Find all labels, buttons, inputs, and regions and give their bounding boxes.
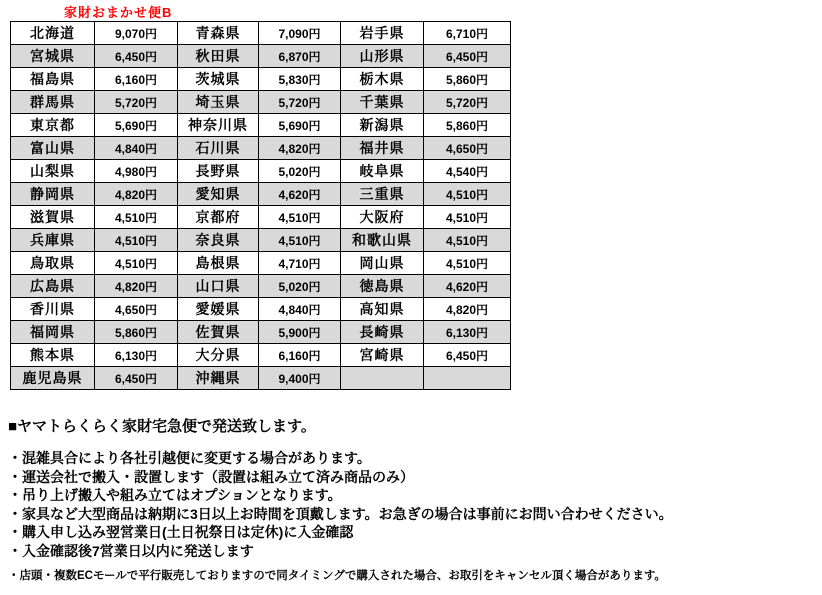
prefecture-cell: 宮崎県 [341,344,424,367]
note-line: ・吊り上げ搬入や組み立てはオプションとなります。 [8,487,342,503]
price-cell: 5,860円 [424,114,511,137]
table-row [11,229,511,252]
price-cell: 4,980円 [95,160,178,183]
price-cell: 9,070円 [95,22,178,45]
table-row [11,114,511,137]
price-cell: 4,650円 [95,298,178,321]
price-cell: 4,620円 [424,275,511,298]
price-cell: 6,160円 [95,68,178,91]
price-cell: 4,650円 [424,137,511,160]
prefecture-cell: 佐賀県 [178,321,259,344]
table-row [11,137,511,160]
table-row [11,45,511,68]
prefecture-cell: 熊本県 [11,344,95,367]
prefecture-cell: 山形県 [341,45,424,68]
notes-heading: ■ヤマトらくらく家財宅急便で発送致します。 [8,418,316,435]
price-cell: 4,820円 [259,137,341,160]
note-line: ・混雑具合により各社引越便に変更する場合があります。 [8,450,371,466]
prefecture-cell: 群馬県 [11,91,95,114]
price-cell: 6,870円 [259,45,341,68]
table-row [11,22,511,45]
prefecture-cell: 千葉県 [341,91,424,114]
prefecture-cell: 福岡県 [11,321,95,344]
price-cell: 5,860円 [95,321,178,344]
shipping-notes [8,415,818,583]
prefecture-cell: 鹿児島県 [11,367,95,390]
shipping-price-table-body [11,22,511,390]
prefecture-cell: 島根県 [178,252,259,275]
price-cell: 6,130円 [424,321,511,344]
prefecture-cell: 山口県 [178,275,259,298]
price-cell: 5,690円 [95,114,178,137]
prefecture-cell: 大分県 [178,344,259,367]
prefecture-cell: 徳島県 [341,275,424,298]
price-cell [424,367,511,390]
price-cell: 4,820円 [95,275,178,298]
notes-fine-print: ・店頭・複数ECモールで平行販売しておりますので同タイミングで購入された場合、お取引をキャンセル頂く場合があります。 [8,570,666,582]
prefecture-cell: 神奈川県 [178,114,259,137]
prefecture-cell: 和歌山県 [341,229,424,252]
prefecture-cell: 静岡県 [11,183,95,206]
price-cell: 5,900円 [259,321,341,344]
prefecture-cell: 大阪府 [341,206,424,229]
price-cell: 5,830円 [259,68,341,91]
prefecture-cell: 三重県 [341,183,424,206]
shipping-price-table [10,21,511,390]
prefecture-cell: 長崎県 [341,321,424,344]
table-row [11,91,511,114]
prefecture-cell: 高知県 [341,298,424,321]
price-cell: 6,130円 [95,344,178,367]
note-line: ・運送会社で搬入・設置します（設置は組み立て済み商品のみ） [8,468,414,485]
prefecture-cell: 岡山県 [341,252,424,275]
price-cell: 6,450円 [95,367,178,390]
prefecture-cell: 愛知県 [178,183,259,206]
price-cell: 5,020円 [259,160,341,183]
price-cell: 5,720円 [424,91,511,114]
prefecture-cell: 埼玉県 [178,91,259,114]
prefecture-cell: 広島県 [11,275,95,298]
price-cell: 4,710円 [259,252,341,275]
prefecture-cell: 香川県 [11,298,95,321]
prefecture-cell: 青森県 [178,22,259,45]
prefecture-cell: 福井県 [341,137,424,160]
prefecture-cell: 長野県 [178,160,259,183]
table-row [11,344,511,367]
prefecture-cell: 北海道 [11,22,95,45]
price-cell: 5,690円 [259,114,341,137]
prefecture-cell: 秋田県 [178,45,259,68]
prefecture-cell: 石川県 [178,137,259,160]
price-cell: 6,160円 [259,344,341,367]
price-cell: 6,710円 [424,22,511,45]
prefecture-cell: 京都府 [178,206,259,229]
price-cell: 4,510円 [95,229,178,252]
table-row [11,321,511,344]
prefecture-cell: 兵庫県 [11,229,95,252]
table-row [11,252,511,275]
prefecture-cell: 栃木県 [341,68,424,91]
price-cell: 5,720円 [259,91,341,114]
prefecture-cell [341,367,424,390]
table-row [11,183,511,206]
price-cell: 4,510円 [259,229,341,252]
prefecture-cell: 岐阜県 [341,160,424,183]
price-cell: 4,620円 [259,183,341,206]
shipping-table-title: 家財おまかせ便B [64,5,173,20]
price-cell: 9,400円 [259,367,341,390]
price-cell: 5,860円 [424,68,511,91]
prefecture-cell: 富山県 [11,137,95,160]
prefecture-cell: 茨城県 [178,68,259,91]
table-row [11,298,511,321]
price-cell: 6,450円 [95,45,178,68]
table-row [11,367,511,390]
prefecture-cell: 奈良県 [178,229,259,252]
price-cell: 4,510円 [424,229,511,252]
price-cell: 4,510円 [424,252,511,275]
prefecture-cell: 鳥取県 [11,252,95,275]
price-cell: 4,510円 [424,206,511,229]
price-cell: 4,820円 [95,183,178,206]
note-line: ・家具など大型商品は納期に3日以上お時間を頂戴します。お急ぎの場合は事前にお問い合わせください。 [8,505,673,522]
note-line: ・購入申し込み翌営業日(土日祝祭日は定休)に入金確認 [8,524,354,540]
prefecture-cell: 新潟県 [341,114,424,137]
prefecture-cell: 山梨県 [11,160,95,183]
table-row [11,160,511,183]
price-cell: 6,450円 [424,45,511,68]
prefecture-cell: 岩手県 [341,22,424,45]
price-cell: 4,510円 [95,206,178,229]
table-row [11,206,511,229]
table-row [11,68,511,91]
prefecture-cell: 愛媛県 [178,298,259,321]
price-cell: 4,510円 [424,183,511,206]
price-cell: 4,540円 [424,160,511,183]
price-cell: 4,840円 [95,137,178,160]
prefecture-cell: 宮城県 [11,45,95,68]
price-cell: 7,090円 [259,22,341,45]
price-cell: 4,510円 [259,206,341,229]
prefecture-cell: 福島県 [11,68,95,91]
prefecture-cell: 滋賀県 [11,206,95,229]
note-line: ・入金確認後7営業日以内に発送します [8,542,254,559]
prefecture-cell: 東京都 [11,114,95,137]
price-cell: 4,820円 [424,298,511,321]
price-cell: 4,840円 [259,298,341,321]
price-cell: 5,720円 [95,91,178,114]
price-cell: 4,510円 [95,252,178,275]
table-row [11,275,511,298]
price-cell: 6,450円 [424,344,511,367]
price-cell: 5,020円 [259,275,341,298]
prefecture-cell: 沖縄県 [178,367,259,390]
